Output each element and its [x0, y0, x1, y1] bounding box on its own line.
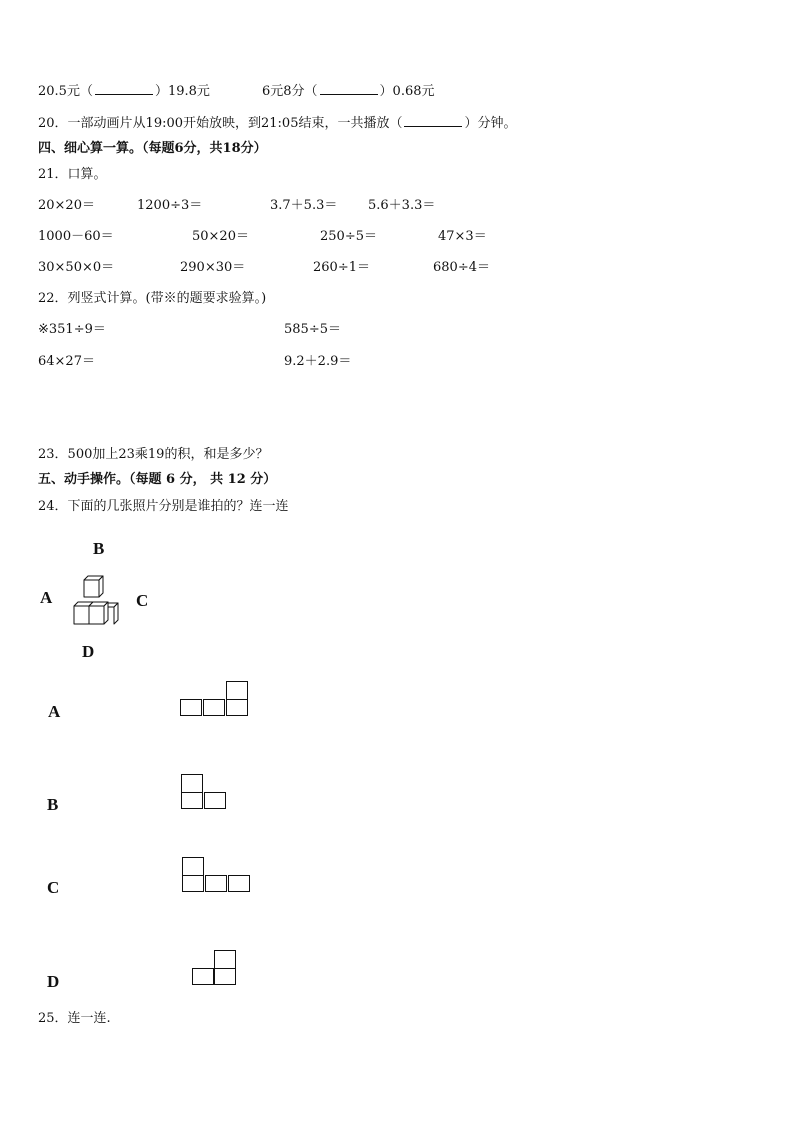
q21-r2-c3: 250÷5＝ [320, 229, 377, 244]
view-c-square [205, 875, 227, 892]
q23-question: 23．500加上23乘19的积，和是多少？ [38, 447, 269, 462]
q20-question [38, 115, 517, 132]
view-b-square [181, 774, 203, 793]
view-label-b: B [47, 795, 59, 814]
q24-title: 24．下面的几张照片分别是谁拍的？连一连 [38, 499, 289, 514]
q21-title: 21．口算。 [38, 167, 107, 182]
q19-left-text: 20.5元（ [38, 84, 93, 99]
view-b-square [181, 792, 203, 809]
q21-r1-c2: 1200÷3＝ [137, 198, 203, 213]
view-c-square [228, 875, 250, 892]
q22-item-2: 585÷5＝ [284, 322, 341, 337]
q22-item-4: 9.2＋2.9＝ [284, 354, 352, 369]
q19-blank-2[interactable] [320, 83, 378, 95]
q21-r3-c2: 290×30＝ [180, 260, 246, 275]
view-a-square [180, 699, 202, 716]
view-a-square [226, 681, 248, 700]
view-a-square [226, 699, 248, 716]
view-label-d: D [47, 972, 60, 991]
q22-item-3: 64×27＝ [38, 354, 95, 369]
q21-r3-c4: 680÷4＝ [433, 260, 490, 275]
q21-r1-c3: 3.7＋5.3＝ [270, 198, 338, 213]
q21-r2-c2: 50×20＝ [192, 229, 249, 244]
direction-label-d: D [82, 642, 95, 661]
q19-right-post-text: ）0.68元 [379, 84, 435, 99]
view-c-square [182, 857, 204, 876]
section-4-heading: 四、细心算一算。（每题6分，共18分） [38, 141, 267, 156]
q21-r3-c1: 30×50×0＝ [38, 260, 115, 275]
q21-r3-c3: 260÷1＝ [313, 260, 370, 275]
direction-label-b: B [93, 539, 105, 558]
view-c-square [182, 875, 204, 892]
q19-right-pre-text: 6元8分（ [262, 84, 318, 99]
q21-r2-c1: 1000－60＝ [38, 229, 114, 244]
direction-label-a: A [40, 588, 53, 607]
q22-item-1: ※351÷9＝ [38, 322, 106, 337]
direction-label-c: C [136, 591, 149, 610]
q19-compare-right [262, 83, 435, 100]
section-5-heading: 五、动手操作。（每题 6 分， 共 12 分） [38, 472, 277, 487]
q25-title: 25．连一连. [38, 1011, 111, 1026]
view-d-square [192, 968, 214, 985]
q21-r2-c4: 47×3＝ [438, 229, 487, 244]
q20-post-text: ）分钟。 [464, 116, 517, 131]
view-b-square [204, 792, 226, 809]
view-label-c: C [47, 878, 60, 897]
q21-r1-c4: 5.6＋3.3＝ [368, 198, 436, 213]
q21-r1-c1: 20×20＝ [38, 198, 95, 213]
q19-compare-left [38, 83, 210, 100]
view-d-square [214, 950, 236, 969]
q20-blank[interactable] [404, 115, 462, 127]
view-label-a: A [48, 702, 61, 721]
view-a-square [203, 699, 225, 716]
cube-stack-figure [68, 572, 124, 628]
q19-blank-1[interactable] [95, 83, 153, 95]
q20-pre-text: 20．一部动画片从19:00开始放映，到21:05结束，一共播放（ [38, 116, 403, 131]
q22-title: 22．列竖式计算。(带※的题要求验算。) [38, 291, 267, 306]
view-d-square [214, 968, 236, 985]
q19-mid-text: ）19.8元 [154, 84, 210, 99]
